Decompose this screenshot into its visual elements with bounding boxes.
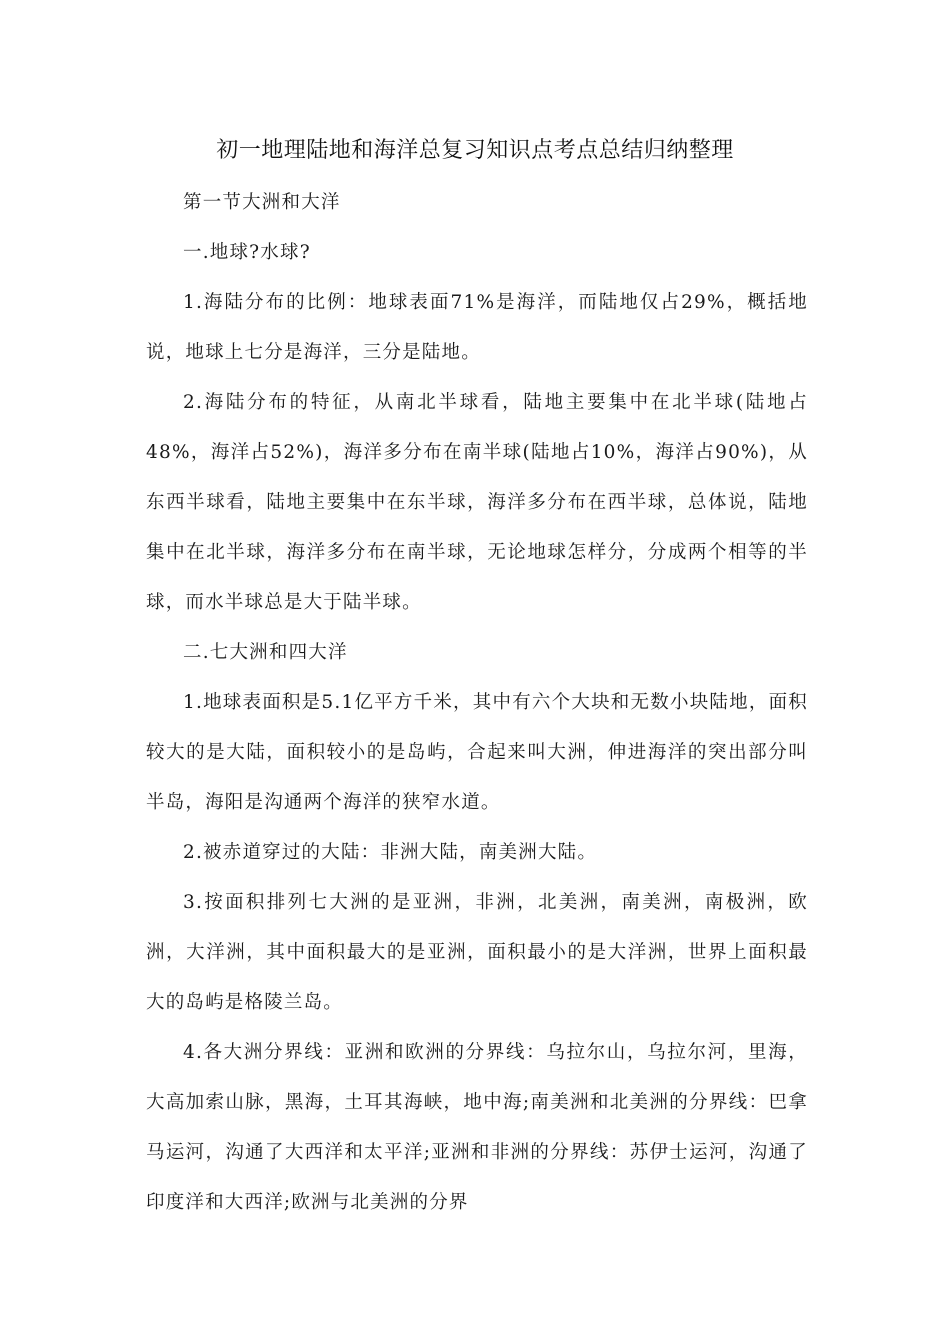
section-heading-1: 第一节大洲和大洋 [183,192,341,213]
paragraph-3: 1.地球表面积是5.1亿平方千米，其中有六个大块和无数小块陆地，面积较大的是大陆，面积较小的是岛屿，合起来叫大洲，伸进海洋的突出部分叫半岛，海阳是沟通两个海洋的狭窄水道。 [146,692,808,813]
document-body [146,178,808,1228]
paragraph-2: 2.海陆分布的特征，从南北半球看，陆地主要集中在北半球(陆地占48%，海洋占52%)，海洋多分布在南半球(陆地占10%，海洋占90%)，从东西半球看，陆地主要集中在东半球，海洋多分布在西半球，总体说，陆地集中在北半球，海洋多分布在南半球，无论地球怎样分，分成两个相等的半球，而水半球总是大于陆半球。 [146,392,808,613]
paragraph-1: 1.海陆分布的比例：地球表面71%是海洋，而陆地仅占29%，概括地说，地球上七分是海洋，三分是陆地。 [146,292,808,363]
paragraph-5: 3.按面积排列七大洲的是亚洲，非洲，北美洲，南美洲，南极洲，欧洲，大洋洲，其中面积最大的是亚洲，面积最小的是大洋洲，世界上面积最大的岛屿是格陵兰岛。 [146,892,808,1013]
subsection-heading-1: 一.地球?水球? [183,242,311,263]
document-title: 初一地理陆地和海洋总复习知识点考点总结归纳整理 [216,138,734,163]
subsection-heading-2: 二.七大洲和四大洋 [183,642,348,663]
paragraph-6: 4.各大洲分界线：亚洲和欧洲的分界线：乌拉尔山，乌拉尔河，里海，大高加索山脉，黑海，土耳其海峡，地中海;南美洲和北美洲的分界线：巴拿马运河，沟通了大西洋和太平洋;亚洲和非洲的分界线：苏伊士运河，沟通了印度洋和大西洋;欧洲与北美洲的分界 [146,1042,808,1213]
paragraph-4: 2.被赤道穿过的大陆：非洲大陆，南美洲大陆。 [183,842,598,863]
